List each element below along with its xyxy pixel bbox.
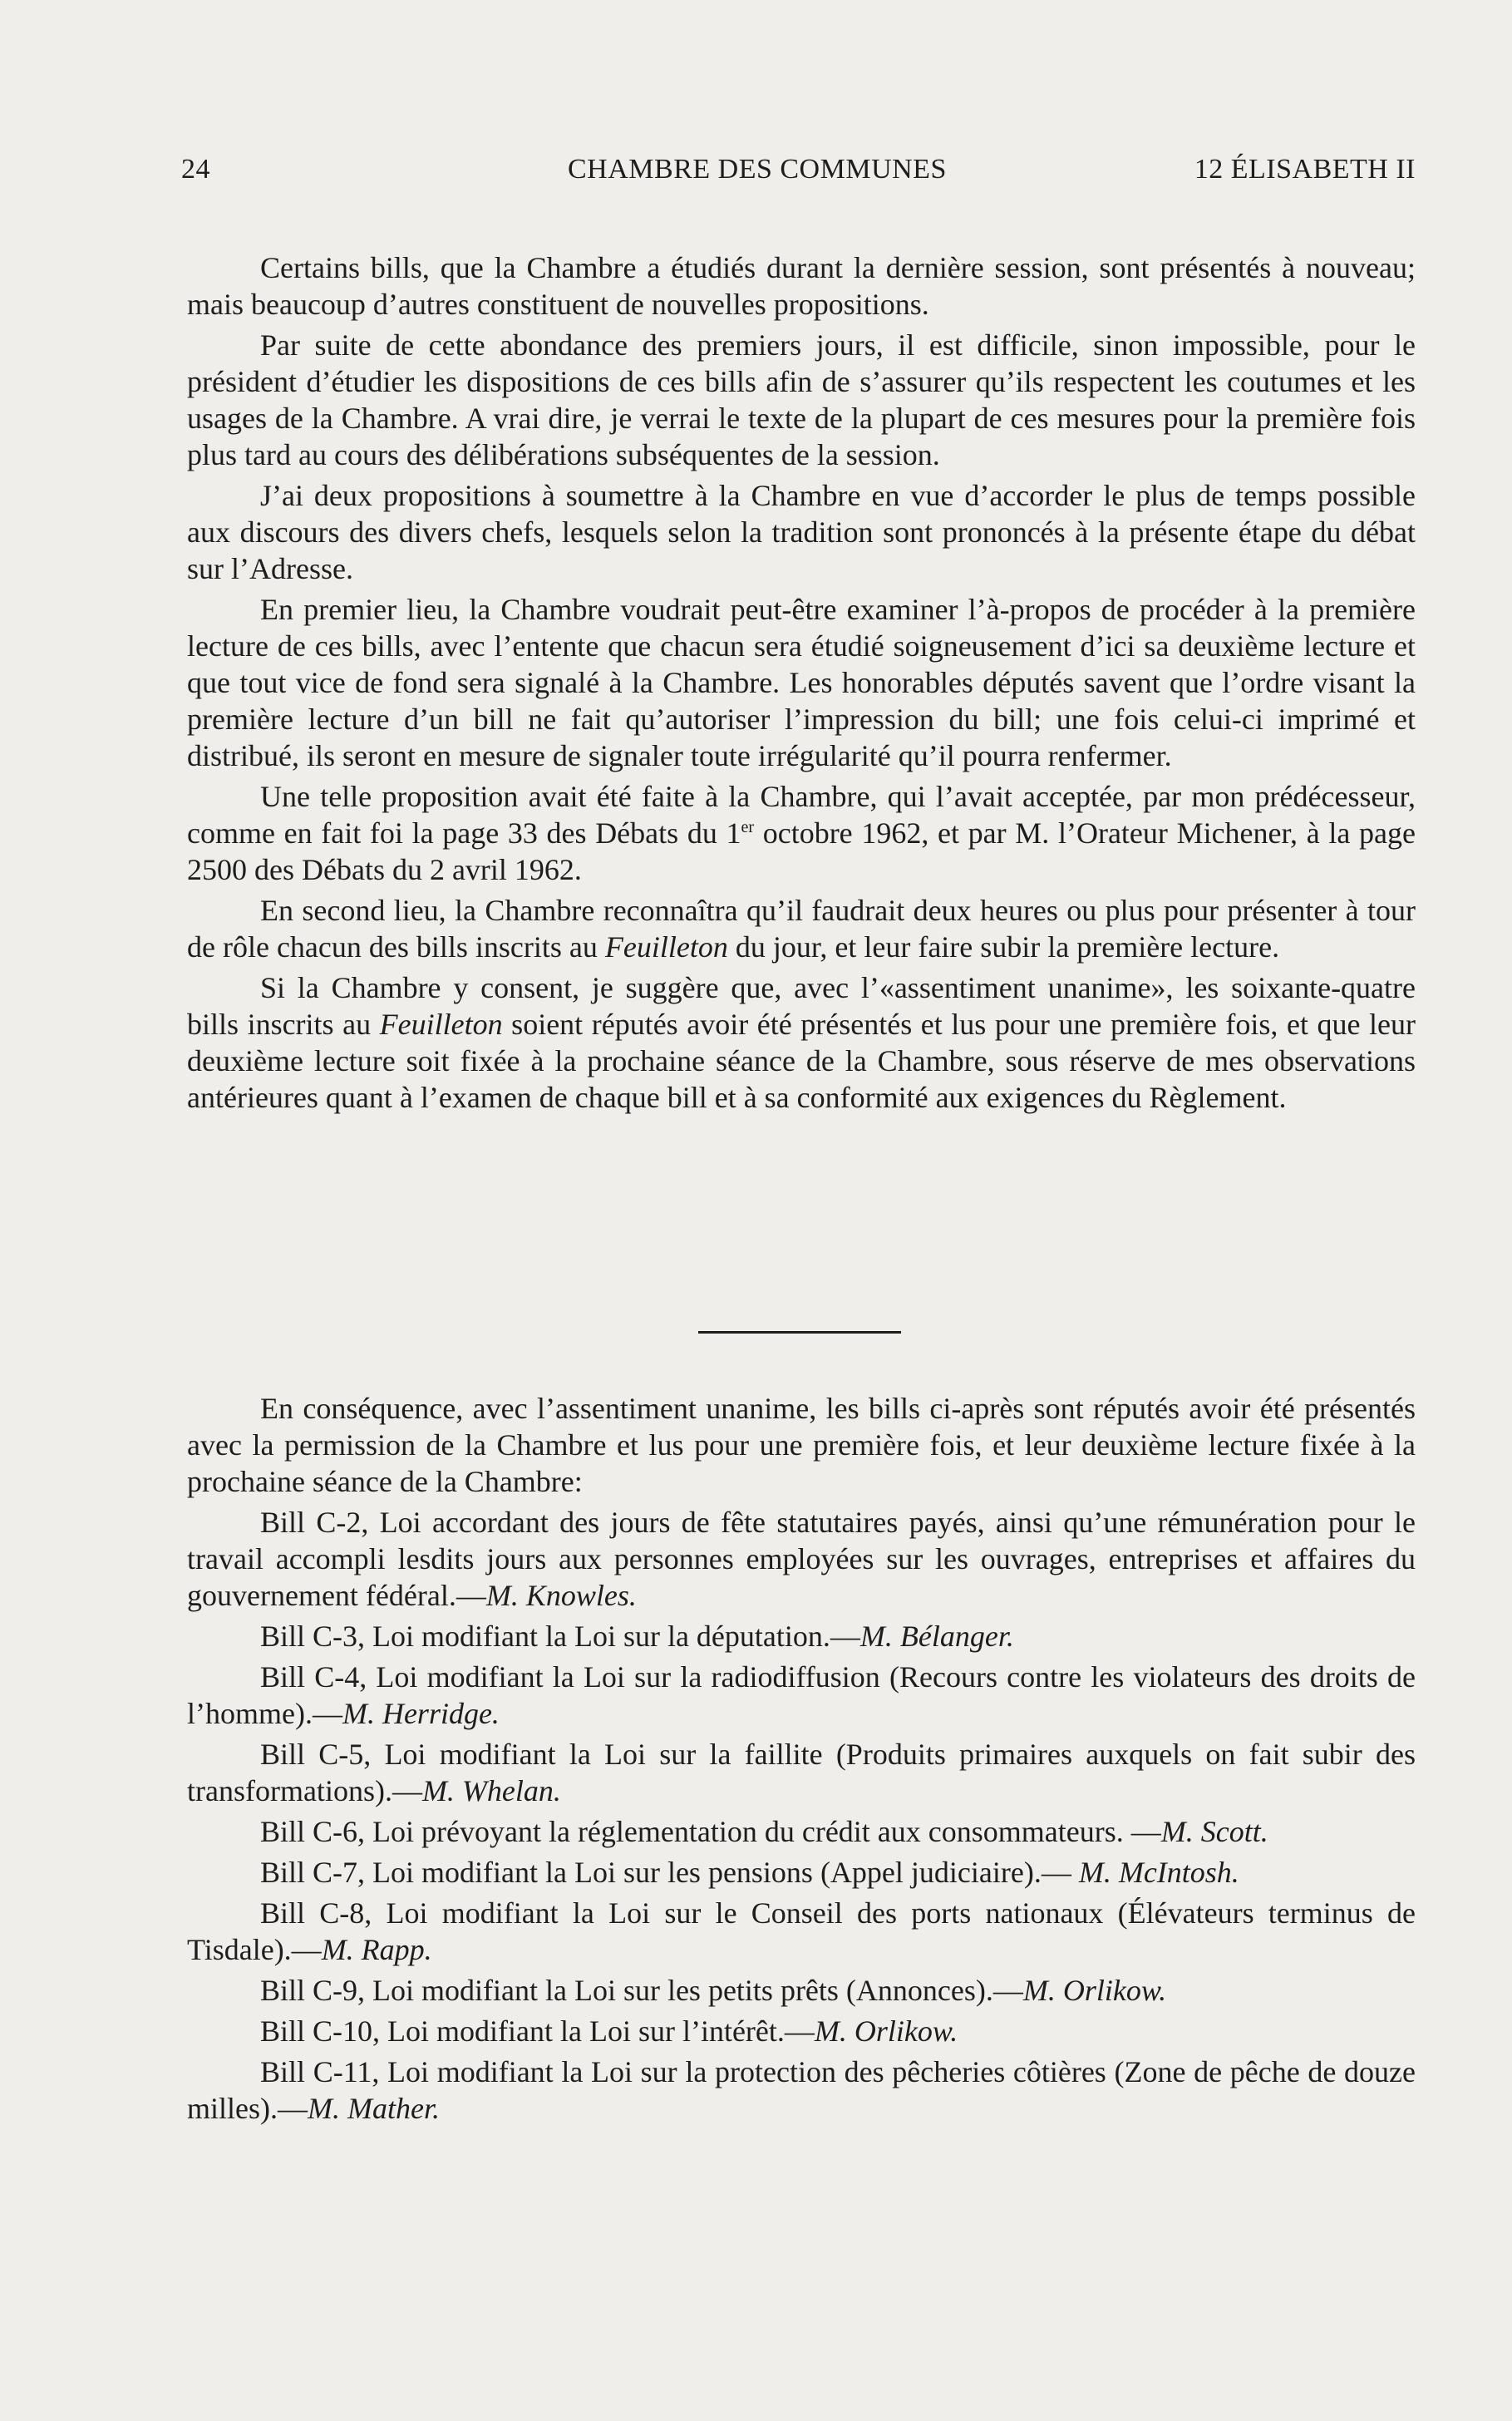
paragraph-text: Une telle proposition avait été faite à la Chambre, qui l’avait acceptée, par mon prédécesseur, comme en fait foi la page 33 des Débats du 1 bbox=[187, 780, 1416, 850]
bill-entry bbox=[187, 2054, 1416, 2127]
running-title: CHAMBRE DES COMMUNES bbox=[568, 154, 947, 185]
bill-entry bbox=[187, 1972, 1416, 2009]
paragraph bbox=[187, 778, 1416, 888]
bill-text: Bill C-2, Loi accordant des jours de fête statutaires payés, ainsi qu’une rémunération pour le travail accompli lesdits jours aux personnes employées sur les ouvrages, entreprises et affaires du gouvernement fédéral.— bbox=[187, 1506, 1416, 1612]
bill-author: M. Orlikow. bbox=[1022, 1974, 1167, 2007]
bill-author: M. Scott. bbox=[1160, 1815, 1268, 1848]
paragraph-text: Si la Chambre y consent, je suggère que, avec l’«assentiment unanime», les soixante-quatre bills inscrits au bbox=[187, 971, 1416, 1041]
paragraph bbox=[187, 969, 1416, 1116]
italic-term: Feuilleton bbox=[379, 1008, 503, 1041]
ordinal-suffix: er bbox=[741, 818, 755, 836]
italic-term: Feuilleton bbox=[604, 930, 728, 964]
bill-entry bbox=[187, 1813, 1416, 1850]
paragraph-text: du jour, et leur faire subir la première lecture. bbox=[727, 930, 1280, 964]
section-divider bbox=[698, 1331, 901, 1334]
bill-entry bbox=[187, 1736, 1416, 1809]
bill-entry bbox=[187, 1618, 1416, 1654]
bills-list bbox=[187, 1390, 1416, 2131]
running-reign: 12 ÉLISABETH II bbox=[1194, 154, 1416, 185]
bill-entry bbox=[187, 1895, 1416, 1968]
bill-entry bbox=[187, 1659, 1416, 1732]
bill-entry bbox=[187, 1504, 1416, 1614]
bill-text: Bill C-4, Loi modifiant la Loi sur la radiodiffusion (Recours contre les violateurs des droits de l’homme).— bbox=[187, 1660, 1416, 1730]
running-head bbox=[181, 154, 1416, 195]
bill-author: M. Bélanger. bbox=[859, 1620, 1014, 1653]
bill-author: M. McIntosh. bbox=[1078, 1856, 1239, 1889]
bill-text: Bill C-3, Loi modifiant la Loi sur la députation.— bbox=[260, 1620, 860, 1653]
bill-entry bbox=[187, 2013, 1416, 2049]
paragraph bbox=[187, 892, 1416, 965]
paragraph: Certains bills, que la Chambre a étudiés durant la dernière session, sont présentés à nouveau; mais beaucoup d’autres constituent de nouvelles propositions. bbox=[187, 251, 1416, 321]
paragraph-text: octobre 1962, et par M. l’Orateur Michener, à la page 2500 des Débats du 2 avril 1962. bbox=[187, 816, 1416, 886]
bill-author: M. Herridge. bbox=[342, 1697, 500, 1730]
bill-author: M. Whelan. bbox=[421, 1774, 561, 1807]
bill-author: M. Rapp. bbox=[321, 1933, 432, 1966]
paragraph: En premier lieu, la Chambre voudrait peut-être examiner l’à-propos de procéder à la première lecture de ces bills, avec l’entente que chacun sera étudié soigneusement d’ici sa deuxième lecture et que tout vice de fond sera signalé à la Chambre. Les honorables députés savent que l’ordre visant la première lecture d’un bill ne fait qu’autoriser l’impression du bill; une fois celui-ci imprimé et distribué, ils seront en mesure de signaler toute irrégularité qu’il pourra renfermer. bbox=[187, 593, 1416, 772]
bill-text: Bill C-9, Loi modifiant la Loi sur les petits prêts (Annonces).— bbox=[260, 1974, 1023, 2007]
paragraph: Par suite de cette abondance des premiers jours, il est difficile, sinon impossible, pour le président d’étudier les dispositions de ces bills afin de s’assurer qu’ils respectent les coutumes et les usages de la Chambre. A vrai dire, je verrai le texte de la plupart de ces mesures pour la première fois plus tard au cours des délibérations subséquentes de la session. bbox=[187, 328, 1416, 471]
bill-text: Bill C-8, Loi modifiant la Loi sur le Conseil des ports nationaux (Élévateurs terminus de Tisdale).— bbox=[187, 1896, 1416, 1966]
consequence-paragraph: En conséquence, avec l’assentiment unanime, les bills ci-après sont réputés avoir été présentés avec la permission de la Chambre et lus pour une première fois, et leur deuxième lecture fixée à la prochaine séance de la Chambre: bbox=[187, 1392, 1416, 1498]
paragraph: J’ai deux propositions à soumettre à la Chambre en vue d’accorder le plus de temps possible aux discours des divers chefs, lesquels selon la tradition sont prononcés à la présente étape du débat sur l’Adresse. bbox=[187, 479, 1416, 585]
speech-text bbox=[187, 249, 1416, 1120]
bill-entry bbox=[187, 1854, 1416, 1891]
page-number: 24 bbox=[181, 154, 210, 185]
bill-text: Bill C-6, Loi prévoyant la réglementation du crédit aux consommateurs. — bbox=[260, 1815, 1161, 1848]
paragraph-text: En second lieu, la Chambre reconnaîtra qu’il faudrait deux heures ou plus pour présenter à tour de rôle chacun des bills inscrits au bbox=[187, 894, 1416, 964]
bill-author: M. Knowles. bbox=[485, 1579, 637, 1612]
bill-text: Bill C-5, Loi modifiant la Loi sur la faillite (Produits primaires auxquels on fait subir des transformations).— bbox=[187, 1738, 1416, 1807]
paragraph-text: soient réputés avoir été présentés et lus pour une première fois, et que leur deuxième lecture soit fixée à la prochaine séance de la Chambre, sous réserve de mes observations antérieures quant à l’examen de chaque bill et à sa conformité aux exigences du Règlement. bbox=[187, 1008, 1416, 1114]
bill-text: Bill C-10, Loi modifiant la Loi sur l’intérêt.— bbox=[260, 2014, 815, 2048]
bill-author: M. Mather. bbox=[307, 2092, 440, 2125]
bill-author: M. Orlikow. bbox=[814, 2014, 958, 2048]
bill-text: Bill C-11, Loi modifiant la Loi sur la protection des pêcheries côtières (Zone de pêche de douze milles).— bbox=[187, 2055, 1416, 2125]
bill-text: Bill C-7, Loi modifiant la Loi sur les pensions (Appel judiciaire).— bbox=[260, 1856, 1079, 1889]
